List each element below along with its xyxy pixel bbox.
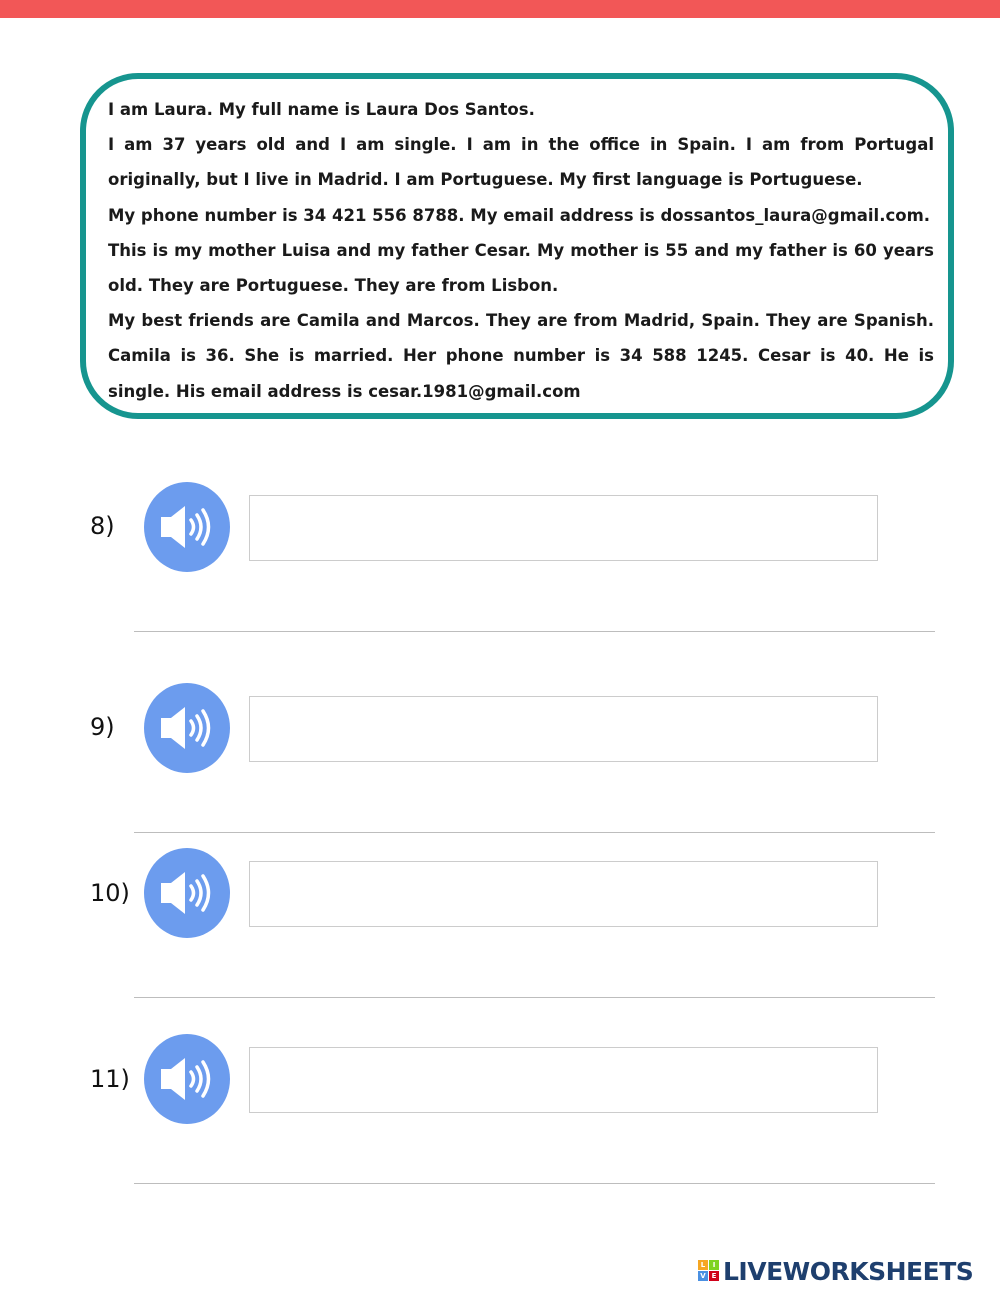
audio-play-button-10[interactable] xyxy=(144,848,230,938)
brand-name: LIVEWORKSHEETS xyxy=(723,1256,974,1286)
answer-input-8[interactable] xyxy=(249,495,878,561)
divider xyxy=(134,631,935,632)
logo-tile-v: V xyxy=(698,1271,708,1281)
reading-passage xyxy=(108,92,934,409)
passage-line-3: My phone number is 34 421 556 8788. My email address is dossantos_laura@gmail.com. xyxy=(108,205,931,225)
question-number-10: 10) xyxy=(90,879,130,907)
passage-line-4: This is my mother Luisa and my father Cesar. My mother is 55 and my father is 60 years old. They are Portuguese. They are from Lisbon. xyxy=(108,240,934,296)
audio-play-button-8[interactable] xyxy=(144,482,230,572)
passage-line-1: I am Laura. My full name is Laura Dos Santos. xyxy=(108,100,535,119)
audio-play-button-11[interactable] xyxy=(144,1034,230,1124)
speaker-icon xyxy=(159,1054,215,1104)
logo-tile-e: E xyxy=(709,1271,719,1281)
logo-tile-i: I xyxy=(709,1260,719,1270)
speaker-icon xyxy=(159,703,215,753)
speaker-icon xyxy=(159,868,215,918)
passage-line-2: I am 37 years old and I am single. I am in the office in Spain. I am from Portugal originally, but I live in Madrid. I am Portuguese. My first language is Portuguese. xyxy=(108,135,934,190)
speaker-icon xyxy=(159,502,215,552)
divider xyxy=(134,832,935,833)
top-accent-bar xyxy=(0,0,1000,18)
audio-play-button-9[interactable] xyxy=(144,683,230,773)
answer-input-9[interactable] xyxy=(249,696,878,762)
divider xyxy=(134,1183,935,1184)
question-number-8: 8) xyxy=(90,512,115,540)
question-number-11: 11) xyxy=(90,1065,130,1093)
passage-line-5: My best friends are Camila and Marcos. They are from Madrid, Spain. They are Spanish. Camila is 36. She is married. Her phone number is 34 588 1245. Cesar is 40. He is single. His email address is cesar.1981@gmail.com xyxy=(108,311,934,401)
answer-input-11[interactable] xyxy=(249,1047,878,1113)
logo-tile-l: L xyxy=(698,1260,708,1270)
liveworksheets-logo xyxy=(698,1256,973,1286)
divider xyxy=(134,997,935,998)
brand-logo-icon xyxy=(698,1260,720,1282)
answer-input-10[interactable] xyxy=(249,861,878,927)
question-number-9: 9) xyxy=(90,713,115,741)
